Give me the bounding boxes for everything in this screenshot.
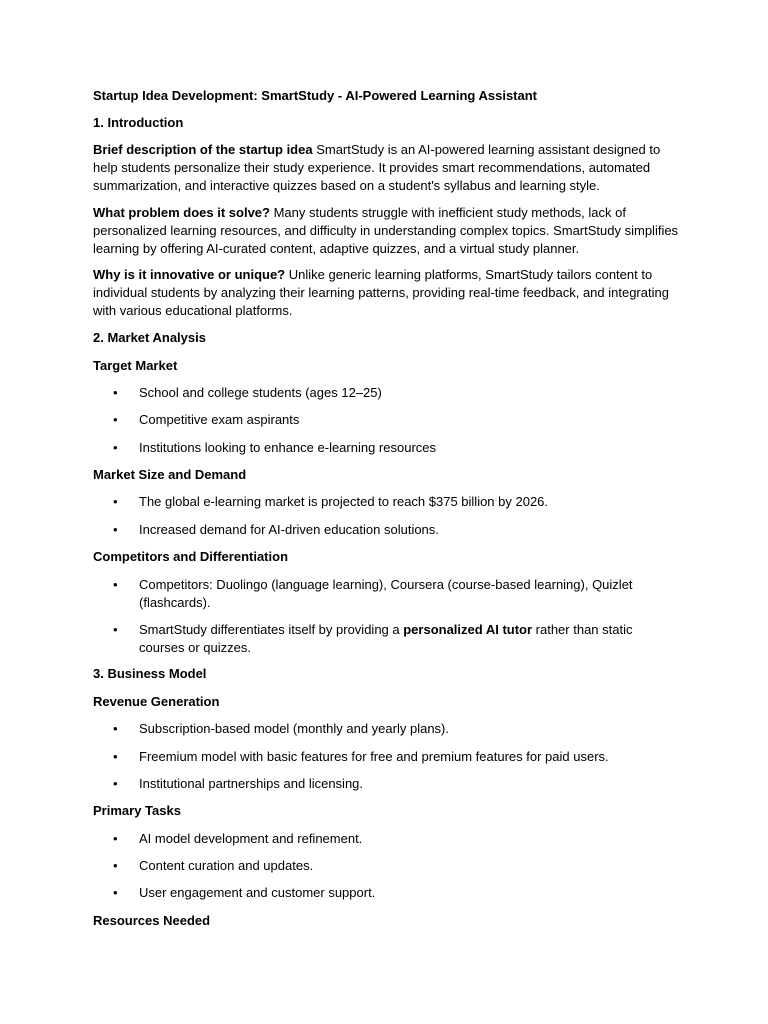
- bullet-glyph: •: [113, 577, 118, 592]
- paragraph-problem-label: What problem does it solve?: [93, 205, 270, 220]
- paragraph-description-text: SmartStudy is an AI-powered learning assistant designed to help students personalize their study experience. It provides smart recommendations, automated summarization, and interactive quizzes based on a student's syllabus and learning style.: [93, 142, 661, 193]
- list-item-competitors-2-bold: personalized AI tutor: [403, 622, 533, 637]
- list-item-competitors-2-pre: SmartStudy differentiates itself by providing a: [139, 622, 404, 637]
- list-item-competitors-2-post: rather than static courses or quizzes.: [139, 622, 633, 655]
- bullet-glyph: •: [113, 522, 118, 537]
- bullet-glyph: •: [113, 885, 118, 900]
- document-title: Startup Idea Development: SmartStudy - AI-Powered Learning Assistant: [93, 88, 538, 103]
- paragraph-unique: [93, 266, 688, 320]
- list-item-competitors-2: [139, 621, 669, 657]
- section-heading-market-analysis: 2. Market Analysis: [93, 330, 206, 345]
- list-item-target-3: Institutions looking to enhance e-learning resources: [139, 440, 437, 455]
- list-item-tasks-1: AI model development and refinement.: [139, 831, 363, 846]
- paragraph-problem: [93, 204, 688, 258]
- list-item-target-1: School and college students (ages 12–25): [139, 385, 382, 400]
- section-heading-introduction: 1. Introduction: [93, 115, 184, 130]
- bullet-glyph: •: [113, 412, 118, 427]
- bullet-glyph: •: [113, 622, 118, 637]
- bullet-glyph: •: [113, 749, 118, 764]
- bullet-glyph: •: [113, 440, 118, 455]
- list-item-revenue-3: Institutional partnerships and licensing.: [139, 776, 364, 791]
- list-item-tasks-3: User engagement and customer support.: [139, 885, 376, 900]
- list-item-tasks-2: Content curation and updates.: [139, 858, 314, 873]
- subheading-competitors: Competitors and Differentiation: [93, 549, 289, 564]
- subheading-revenue: Revenue Generation: [93, 694, 220, 709]
- bullet-glyph: •: [113, 385, 118, 400]
- list-item-size-1: The global e-learning market is projected to reach $375 billion by 2026.: [139, 494, 549, 509]
- bullet-glyph: •: [113, 858, 118, 873]
- paragraph-problem-text: Many students struggle with inefficient study methods, lack of personalized learning resources, and difficulty in understanding complex topics. SmartStudy simplifies learning by offering AI-curated content, adaptive quizzes, and a virtual study planner.: [93, 205, 679, 256]
- list-item-revenue-2: Freemium model with basic features for free and premium features for paid users.: [139, 749, 609, 764]
- paragraph-unique-text: Unlike generic learning platforms, SmartStudy tailors content to individual students by analyzing their learning patterns, providing real-time feedback, and integrating with various educational platforms.: [93, 267, 669, 318]
- paragraph-description: [93, 141, 688, 195]
- list-item-target-2: Competitive exam aspirants: [139, 412, 300, 427]
- bullet-glyph: •: [113, 494, 118, 509]
- section-heading-business-model: 3. Business Model: [93, 666, 207, 681]
- subheading-target-market: Target Market: [93, 358, 178, 373]
- paragraph-unique-label: Why is it innovative or unique?: [93, 267, 286, 282]
- list-item-size-2: Increased demand for AI-driven education solutions.: [139, 522, 439, 537]
- bullet-glyph: •: [113, 721, 118, 736]
- paragraph-description-label: Brief description of the startup idea: [93, 142, 313, 157]
- subheading-primary-tasks: Primary Tasks: [93, 803, 181, 818]
- subheading-market-size: Market Size and Demand: [93, 467, 247, 482]
- bullet-glyph: •: [113, 831, 118, 846]
- list-item-competitors-1: Competitors: Duolingo (language learning), Coursera (course-based learning), Quizlet (flashcards).: [139, 577, 633, 610]
- subheading-resources-needed: Resources Needed: [93, 913, 211, 928]
- bullet-glyph: •: [113, 776, 118, 791]
- list-item-revenue-1: Subscription-based model (monthly and yearly plans).: [139, 721, 449, 736]
